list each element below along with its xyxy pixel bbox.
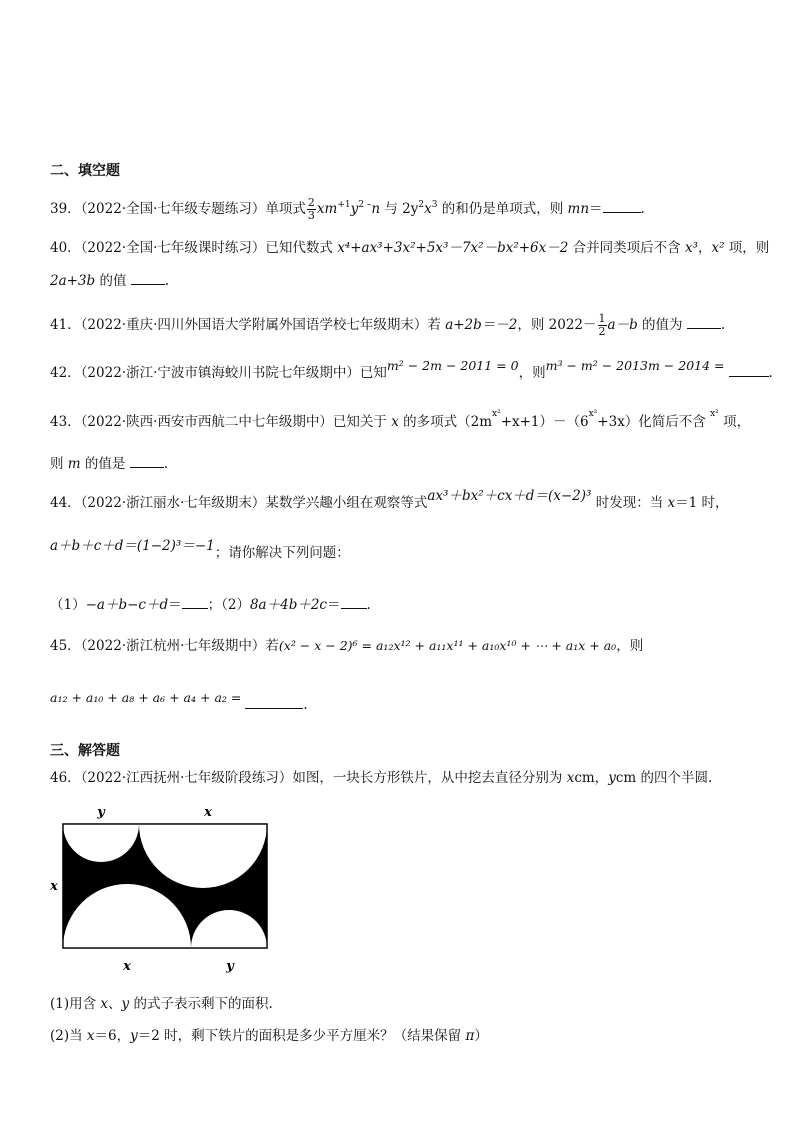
q45-source: （2022·浙江杭州·七年级期中） <box>80 638 266 654</box>
q44-end: . <box>366 597 371 613</box>
q44-part2-label: ；（2） <box>207 597 250 613</box>
fraction-1-2: $\frac{1}{2}$ <box>598 312 606 338</box>
q39-y: y <box>350 201 359 217</box>
q39-end: . <box>640 201 645 217</box>
q39-text3: 的和仍是单项式，则 <box>437 201 568 217</box>
question-43 <box>50 409 760 432</box>
q41-expression: a－b <box>607 317 638 333</box>
q40-text: 已知代数式 <box>265 240 338 256</box>
answer-blank[interactable] <box>603 198 641 213</box>
q40-text2: 合并同类项后不含 <box>568 240 685 256</box>
q41-equation: a+2b＝－2 <box>445 317 518 333</box>
q41-text3: 的值为 <box>637 317 687 333</box>
q46-y: y <box>608 770 616 786</box>
q46-text2: cm， <box>574 770 609 786</box>
question-46-part2 <box>50 1026 760 1046</box>
q39-number: 39． <box>50 201 81 217</box>
q42-expression: m³ − m² − 2013m − 2014 = <box>545 358 725 373</box>
question-44-parts <box>50 594 760 615</box>
q39-n: n <box>371 201 381 217</box>
question-42 <box>50 358 773 383</box>
q40-number: 40． <box>50 240 81 256</box>
q39-exp4: 3 <box>431 200 438 210</box>
q44-equation: ax³＋bx²＋cx＋d＝(x−2)³ <box>427 488 592 504</box>
q40-end: . <box>164 273 170 289</box>
q46-part1-text2: 的式子表示剩下的面积. <box>129 996 273 1012</box>
label-bottom-y: y <box>226 959 234 974</box>
q41-source: （2022·重庆·四川外国语大学附属外国语学校七年级期末） <box>80 317 428 333</box>
q46-pi: π <box>465 1028 475 1044</box>
answer-blank[interactable] <box>729 362 769 377</box>
q39-exp1: +1 <box>337 200 351 210</box>
q46-number: 46． <box>50 770 81 786</box>
q46-part2-text: (2)当 <box>50 1028 87 1044</box>
q40-source: （2022·全国·七年级课时练习） <box>80 240 266 256</box>
q44-source: （2022·浙江丽水·七年级期末） <box>80 495 266 511</box>
q39-exp2: 2 – <box>358 200 372 210</box>
question-46-part1 <box>50 994 760 1014</box>
q43-m: m <box>67 456 81 472</box>
q39-source: （2022·全国·七年级专题练习） <box>80 201 266 217</box>
q44-number: 44． <box>50 495 81 511</box>
q46-part1-text: (1)用含 <box>50 996 101 1012</box>
q46-part2-text2: ＝6， <box>94 1028 131 1044</box>
q45-number: 45． <box>50 638 81 654</box>
q43-term2: 6 <box>580 414 589 430</box>
rectangle-semicircles-figure <box>45 798 285 978</box>
q41-text: 若 <box>427 317 446 333</box>
answer-blank[interactable] <box>131 270 165 285</box>
q45-expression: a₁₂ + a₁₀ + a₈ + a₆ + a₄ + a₂ = <box>50 690 242 705</box>
q46-x: x <box>566 770 575 786</box>
question-40 <box>50 238 770 258</box>
q41-number: 41． <box>50 317 81 333</box>
q42-equation: m² − 2m − 2011 = 0 <box>386 358 519 373</box>
q46-part1-sep: 、 <box>108 996 122 1012</box>
label-top-x: x <box>204 805 212 820</box>
q44-part2-expr: 8a＋4b＋2c <box>249 597 327 613</box>
q46-part2-y: y <box>130 1028 138 1044</box>
q40-comma: ， <box>697 240 712 256</box>
answer-blank[interactable] <box>341 594 367 609</box>
q43-term2-rest: +3x <box>597 414 625 430</box>
q40-polynomial: x⁴+ax³+3x²+5x³－7x²－bx²+6x－2 <box>337 240 569 256</box>
q42-text2: ，则 <box>518 365 546 381</box>
q46-part1-x: x <box>100 996 109 1012</box>
q44-equation2: a＋b＋c＋d＝(1−2)³＝−1 <box>50 538 215 554</box>
q43-text4: ）化简后不含 <box>624 414 711 430</box>
q43-exp1: x² <box>492 409 501 419</box>
question-44-cont <box>50 538 760 563</box>
q44-part1-eq: ＝ <box>168 597 182 613</box>
q46-part2-x: x <box>86 1028 95 1044</box>
question-45 <box>50 636 760 656</box>
q43-x2: x² <box>710 409 719 419</box>
q39-eq: ＝ <box>589 201 603 217</box>
question-41 <box>50 313 760 338</box>
q44-text4: ；请你解决下列问题： <box>214 545 350 561</box>
q44-text2: 时发现：当 <box>591 495 668 511</box>
q39-text: 单项式 <box>265 201 306 217</box>
q45-equation: (x² − x − 2)⁶ = a₁₂x¹² + a₁₁x¹¹ + a₁₀x¹⁰ + ⋯ + a₁x + a₀ <box>278 638 617 653</box>
q40-x2: x² <box>711 240 725 256</box>
q42-end: . <box>768 365 773 381</box>
q46-part1-y: y <box>121 996 130 1012</box>
fraction-2-3: $\frac{2}{3}$ <box>307 196 315 222</box>
label-bottom-x: x <box>123 959 131 974</box>
q40-text3: 项，则 <box>724 240 770 256</box>
q39-term1: xm <box>316 201 338 217</box>
q43-text7: 的值是 <box>80 456 130 472</box>
q39-exp3: 2 <box>418 200 425 210</box>
answer-blank[interactable] <box>130 453 164 468</box>
q42-text: 已知 <box>359 365 387 381</box>
q42-number: 42． <box>50 365 81 381</box>
q46-text: 如图，一块长方形铁片，从中挖去直径分别为 <box>292 770 567 786</box>
section-title-fill-blank: 二、填空题 <box>50 163 120 179</box>
q46-part2-end: ） <box>474 1028 488 1044</box>
q39-x: x <box>424 201 432 217</box>
question-39 <box>50 197 760 222</box>
q44-text: 某数学兴趣小组在观察等式 <box>265 495 428 511</box>
q45-text2: ，则 <box>616 638 644 654</box>
q44-text3: ＝1 时， <box>675 495 729 511</box>
q44-x: x <box>667 495 676 511</box>
q43-term1-rest: +x+1 <box>500 414 540 430</box>
q43-exp2: x² <box>588 409 598 419</box>
q40-x3: x³ <box>684 240 698 256</box>
q42-source: （2022·浙江·宁波市镇海蛟川书院七年级期中） <box>80 365 360 381</box>
label-left-x: x <box>50 879 58 894</box>
question-43-cont <box>50 453 760 474</box>
q43-text6: 则 <box>50 456 68 472</box>
q46-part2-text3: ＝2 时，剩下铁片的面积是多少平方厘米？（结果保留 <box>137 1028 466 1044</box>
q40-text4: 的值 <box>95 273 131 289</box>
q43-source: （2022·陕西·西安市西航二中七年级期中） <box>80 414 333 430</box>
question-46 <box>50 768 760 788</box>
question-45-cont <box>50 690 760 715</box>
q39-term2: 2y <box>402 201 419 217</box>
q41-text2: ，则 2022－ <box>517 317 597 333</box>
q43-end: . <box>163 456 168 472</box>
answer-blank[interactable] <box>245 694 303 709</box>
q43-text5: 项， <box>718 414 751 430</box>
label-top-y: y <box>97 805 105 820</box>
q46-text3: cm 的四个半圆. <box>615 770 713 786</box>
q43-number: 43． <box>50 414 81 430</box>
q41-end: . <box>720 317 726 333</box>
q44-part1-expr: −a＋b−c＋d <box>85 597 169 613</box>
q45-end: . <box>303 697 308 713</box>
q39-text2: 与 <box>380 201 403 217</box>
q43-text: 已知关于 <box>332 414 392 430</box>
q43-x: x <box>391 414 399 430</box>
q40-expression: 2a+3b <box>50 273 96 289</box>
section-title-answer: 三、解答题 <box>50 743 120 759</box>
question-40-cont <box>50 270 760 291</box>
q44-part2-eq: ＝ <box>327 597 341 613</box>
question-44 <box>50 488 760 513</box>
q39-mn: mn <box>567 201 590 217</box>
q43-text2: 的多项式（ <box>398 414 471 430</box>
q43-term1: 2m <box>470 414 492 430</box>
answer-blank[interactable] <box>182 594 208 609</box>
q45-text: 若 <box>265 638 279 654</box>
q44-part1-label: （1） <box>50 597 86 613</box>
q43-text3: ）－（ <box>539 414 581 430</box>
q46-source: （2022·江西抚州·七年级阶段练习） <box>80 770 293 786</box>
answer-blank[interactable] <box>687 314 721 329</box>
